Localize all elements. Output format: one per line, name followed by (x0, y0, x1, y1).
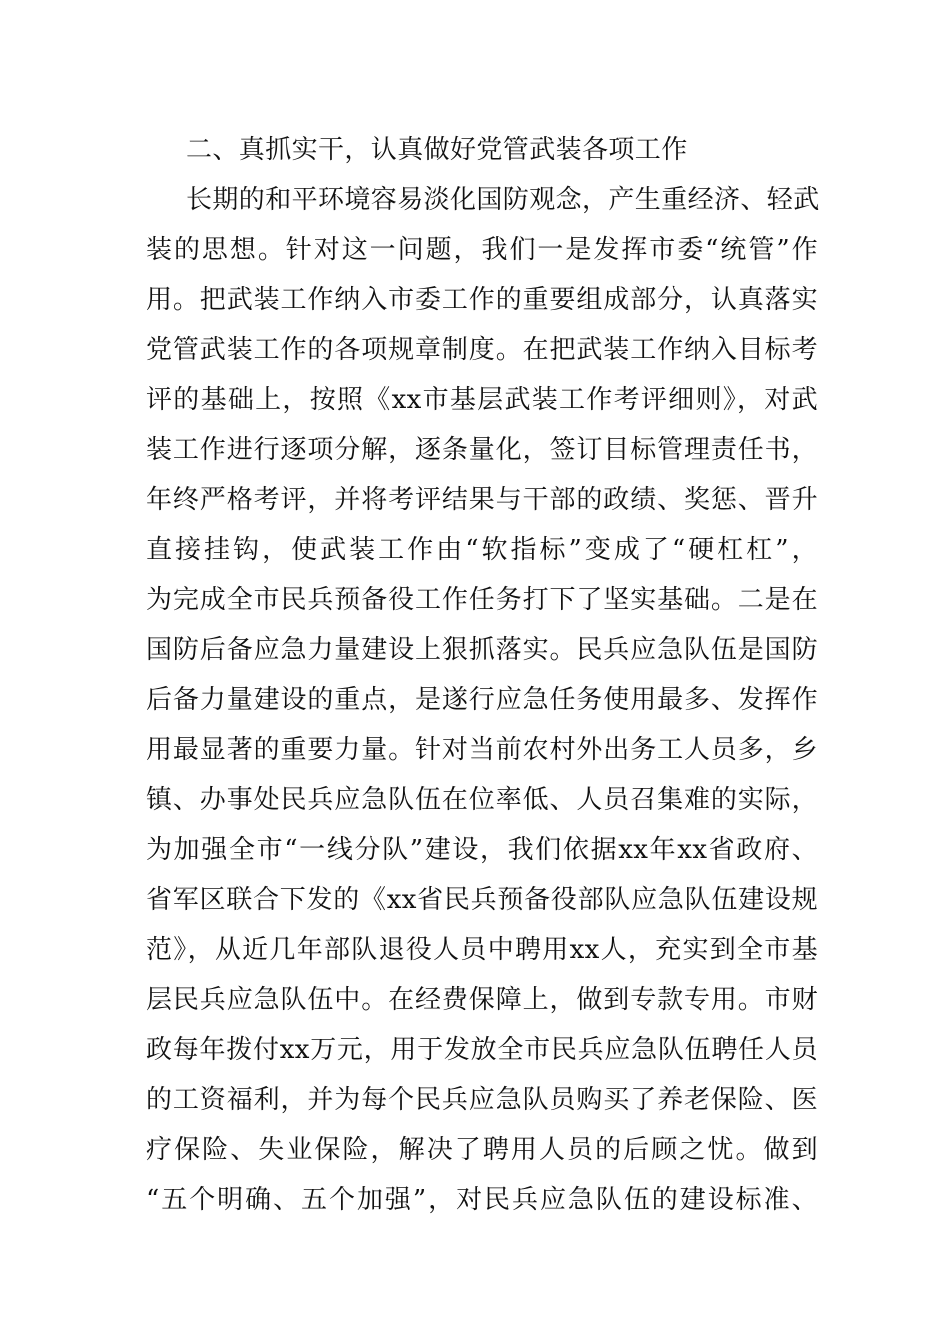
paragraph-line: 疗保险、失业保险，解决了聘用人员的后顾之忧。做到 (146, 1135, 818, 1165)
paragraph-line: 党管武装工作的各项规章制度。在把武装工作纳入目标考 (146, 335, 818, 365)
paragraph-line: 的工资福利，并为每个民兵应急队员购买了养老保险、医 (146, 1085, 818, 1115)
paragraph-line: 装工作进行逐项分解，逐条量化，签订目标管理责任书， (146, 435, 818, 465)
section-heading: 二、真抓实干，认真做好党管武装各项工作 (186, 135, 688, 165)
paragraph-line: 省军区联合下发的《xx省民兵预备役部队应急队伍建设规 (146, 885, 818, 915)
paragraph-line: 装的思想。针对这一问题，我们一是发挥市委“统管”作 (146, 235, 818, 265)
paragraph-line: “五个明确、五个加强”，对民兵应急队伍的建设标准、 (146, 1185, 818, 1215)
paragraph-line: 层民兵应急队伍中。在经费保障上，做到专款专用。市财 (146, 985, 818, 1015)
paragraph-line: 国防后备应急力量建设上狠抓落实。民兵应急队伍是国防 (146, 635, 818, 665)
paragraph-line: 镇、办事处民兵应急队伍在位率低、人员召集难的实际， (146, 785, 818, 815)
paragraph-line: 为完成全市民兵预备役工作任务打下了坚实基础。二是在 (146, 585, 818, 615)
paragraph-line: 后备力量建设的重点，是遂行应急任务使用最多、发挥作 (146, 685, 818, 715)
paragraph-line: 年终严格考评，并将考评结果与干部的政绩、奖惩、晋升 (146, 485, 818, 515)
paragraph-line: 用。把武装工作纳入市委工作的重要组成部分，认真落实 (146, 285, 818, 315)
paragraph-line: 直接挂钩，使武装工作由“软指标”变成了“硬杠杠”， (146, 535, 818, 565)
paragraph-line: 长期的和平环境容易淡化国防观念，产生重经济、轻武 (186, 185, 820, 215)
paragraph-line: 为加强全市“一线分队”建设，我们依据xx年xx省政府、 (146, 835, 818, 865)
paragraph-line: 评的基础上，按照《xx市基层武装工作考评细则》，对武 (146, 385, 818, 415)
paragraph-line: 政每年拨付xx万元，用于发放全市民兵应急队伍聘任人员 (146, 1035, 818, 1065)
paragraph-line: 用最显著的重要力量。针对当前农村外出务工人员多，乡 (146, 735, 818, 765)
paragraph-line: 范》，从近几年部队退役人员中聘用xx人，充实到全市基 (146, 935, 818, 965)
